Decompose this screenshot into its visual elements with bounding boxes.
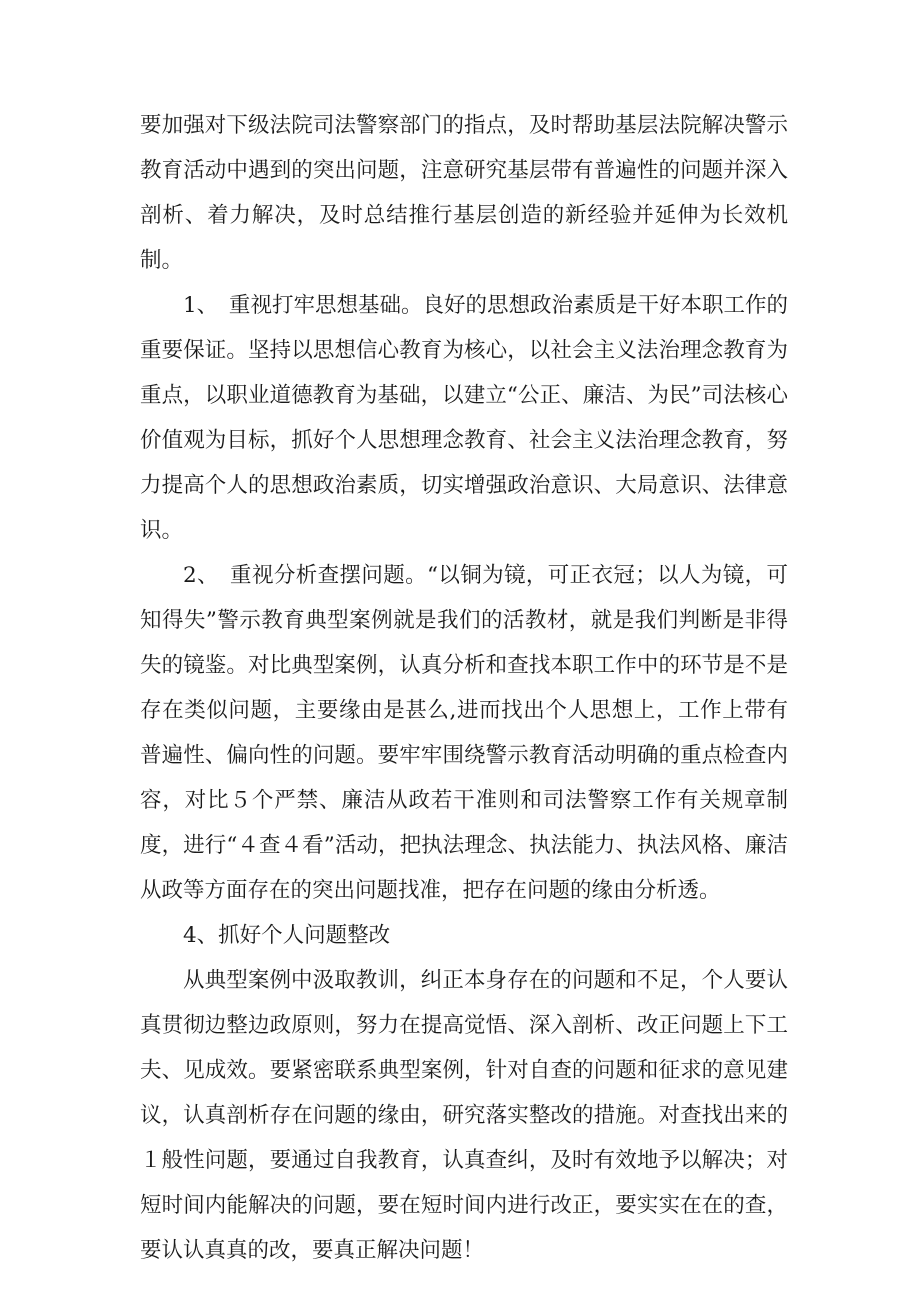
section-heading-4: 4、抓好个人问题整改 (183, 923, 391, 948)
document-body (140, 103, 788, 1273)
paragraph-item-1: 1、 重视打牢思想基础。良好的思想政治素质是干好本职工作的重要保证。坚持以思想信心教育为核心，以社会主义法治理念教育为重点，以职业道德教育为基础，以建立“公正、廉洁、为民”司法核心价值观为目标，抓好个人思想理念教育、社会主义法治理念教育，努力提高个人的思想政治素质，切实增强政治意识、大局意识、法律意识。 (140, 293, 788, 543)
paragraph-rectification: 从典型案例中汲取教训，纠正本身存在的问题和不足，个人要认真贯彻边整边政原则，努力在提高觉悟、深入剖析、改正问题上下工夫、见成效。要紧密联系典型案例，针对自查的问题和征求的意见建议，认真剖析存在问题的缘由，研究落实整改的措施。对查找出来的１般性问题，要通过自我教育，认真查纠，及时有效地予以解决；对短时间内能解决的问题，要在短时间内进行改正，要实实在在的查，要认认真真的改，要真正解决问题！ (140, 968, 788, 1263)
paragraph-item-2: 2、 重视分析查摆问题。“以铜为镜，可正衣冠；以人为镜，可知得失”警示教育典型案例就是我们的活教材，就是我们判断是非得失的镜鉴。对比典型案例，认真分析和查找本职工作中的环节是不是存在类似问题，主要缘由是甚么,进而找出个人思想上，工作上带有普遍性、偏向性的问题。要牢牢围绕警示教育活动明确的重点检查内容，对比５个严禁、廉洁从政若干准则和司法警察工作有关规章制度，进行“４查４看”活动，把执法理念、执法能力、执法风格、廉洁从政等方面存在的突出问题找准，把存在问题的缘由分析透。 (140, 563, 788, 903)
paragraph-continuation: 要加强对下级法院司法警察部门的指点，及时帮助基层法院解决警示教育活动中遇到的突出问题，注意研究基层带有普遍性的问题并深入剖析、着力解决，及时总结推行基层创造的新经验并延伸为长效机制。 (140, 113, 788, 273)
